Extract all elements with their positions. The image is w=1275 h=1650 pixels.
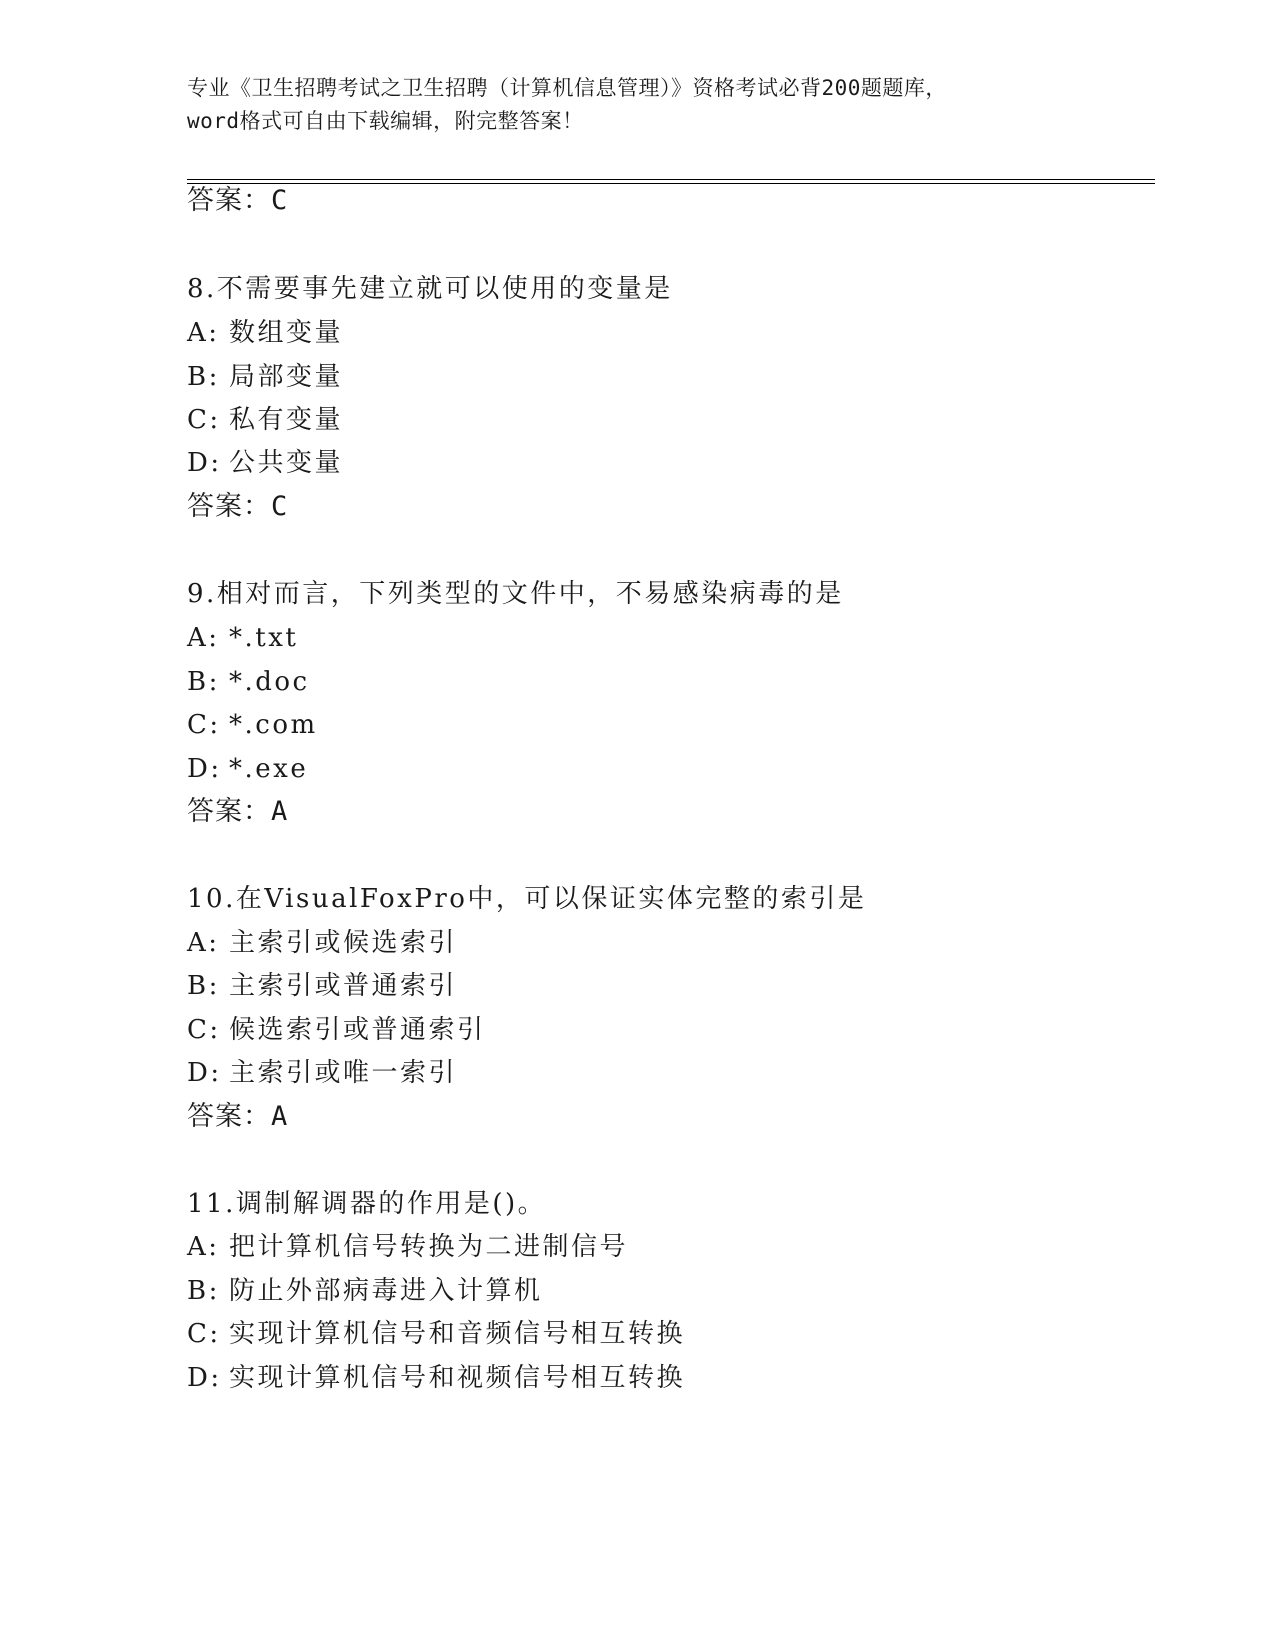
option-letter: B: [187, 1276, 220, 1306]
option-letter: C: [187, 1319, 221, 1349]
question-11-option-c [187, 1318, 685, 1350]
header-rule-top [187, 179, 1155, 180]
question-9-option-a [187, 622, 298, 654]
question-8-option-c [187, 404, 343, 436]
question-10-answer: 答案：A [187, 1101, 289, 1132]
question-8-option-d [187, 447, 343, 479]
option-letter: B: [187, 667, 220, 697]
option-letter: C: [187, 1015, 221, 1045]
option-text: *.com [229, 710, 318, 740]
option-letter: A: [187, 1232, 220, 1262]
question-10-option-b [187, 970, 457, 1002]
question-8-option-b [187, 361, 343, 393]
option-letter: A: [187, 318, 220, 348]
option-text: 主索引或普通索引 [229, 971, 458, 1001]
option-text: 主索引或候选索引 [229, 928, 458, 958]
option-text: 主索引或唯一索引 [229, 1058, 458, 1088]
question-10-option-d [187, 1057, 457, 1089]
answer-previous: 答案：C [187, 185, 289, 216]
question-9-option-b [187, 666, 310, 698]
option-letter: D: [187, 1058, 222, 1088]
option-text: 局部变量 [229, 362, 344, 392]
option-letter: A: [187, 928, 220, 958]
question-8-option-a [187, 317, 343, 349]
question-11-stem: 11.调制解调器的作用是()。 [187, 1189, 547, 1219]
question-8-answer: 答案：C [187, 491, 289, 522]
option-letter: D: [187, 448, 222, 478]
document-header [187, 72, 1067, 138]
option-text: *.txt [229, 623, 299, 653]
option-text: 数组变量 [229, 318, 344, 348]
option-text: 私有变量 [229, 405, 344, 435]
option-text: 防止外部病毒进入计算机 [229, 1276, 543, 1306]
question-9-option-d [187, 753, 308, 785]
option-letter: D: [187, 1363, 222, 1393]
header-rule-bottom [187, 183, 1155, 184]
option-text: *.doc [229, 667, 310, 697]
question-9-option-c [187, 709, 318, 741]
question-11-option-d [187, 1362, 685, 1394]
option-text: 公共变量 [229, 448, 344, 478]
option-text: 候选索引或普通索引 [229, 1015, 486, 1045]
question-10-stem: 10.在VisualFoxPro中，可以保证实体完整的索引是 [187, 884, 867, 914]
option-letter: A: [187, 623, 220, 653]
question-10-option-c [187, 1014, 486, 1046]
option-letter: B: [187, 971, 220, 1001]
question-9-answer: 答案：A [187, 796, 289, 827]
option-letter: C: [187, 405, 221, 435]
option-text: *.exe [229, 754, 309, 784]
header-title-line-2: word格式可自由下载编辑，附完整答案！ [187, 109, 584, 133]
question-11-option-a [187, 1231, 628, 1263]
option-text: 实现计算机信号和音频信号相互转换 [229, 1319, 686, 1349]
question-8-stem: 8.不需要事先建立就可以使用的变量是 [187, 274, 673, 304]
option-text: 实现计算机信号和视频信号相互转换 [229, 1363, 686, 1393]
header-title-line-1: 专业《卫生招聘考试之卫生招聘（计算机信息管理）》资格考试必背200题题库， [187, 76, 947, 100]
question-10-option-a [187, 927, 457, 959]
option-letter: B: [187, 362, 220, 392]
option-letter: C: [187, 710, 221, 740]
option-text: 把计算机信号转换为二进制信号 [229, 1232, 629, 1262]
question-9-stem: 9.相对而言，下列类型的文件中，不易感染病毒的是 [187, 579, 844, 609]
option-letter: D: [187, 754, 222, 784]
question-11-option-b [187, 1275, 543, 1307]
